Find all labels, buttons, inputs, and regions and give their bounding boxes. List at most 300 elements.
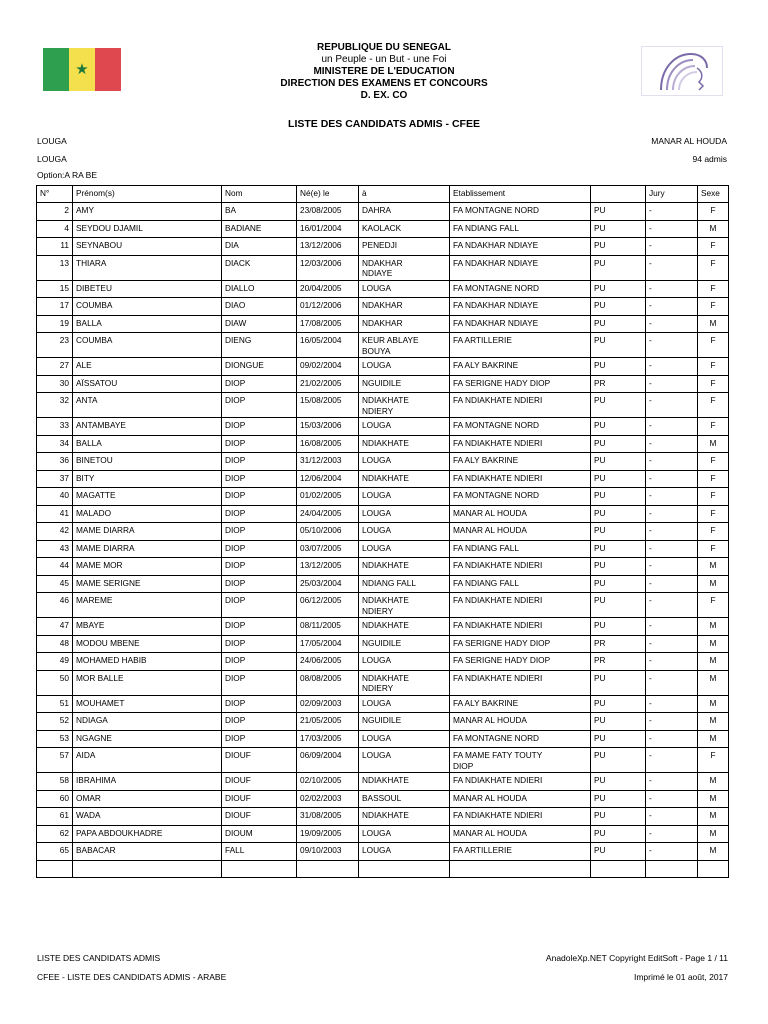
col-header-jury: Jury [646,186,698,203]
meta-region: LOUGA [37,136,67,146]
cell-number: 48 [37,635,73,653]
cell-number: 52 [37,713,73,731]
cell-school: FA NDIAKHATE NDIERI [450,670,591,695]
cell-birthplace: KAOLACK [359,220,450,238]
table-row [37,220,729,238]
cell-jury: - [646,470,698,488]
cell-lastname: BADIANE [222,220,297,238]
meta-center: MANAR AL HOUDA [651,136,727,146]
cell-number: 27 [37,358,73,376]
cell-jury: - [646,540,698,558]
cell-birthplace: NDAKHAR NDIAYE [359,255,450,280]
cell-number: 46 [37,593,73,618]
cell-lastname: DIAW [222,315,297,333]
cell-birthplace: NDIAKHATE NDIERY [359,593,450,618]
cell-lastname: DIOP [222,540,297,558]
cell-jury [646,860,698,878]
col-header-birthdate: Né(e) le [297,186,359,203]
cell-sex: M [698,843,729,861]
cell-lastname: DIOP [222,418,297,436]
cell-jury: - [646,315,698,333]
cell-status: PR [591,375,646,393]
cell-lastname: DIOP [222,505,297,523]
cell-birthdate: 24/04/2005 [297,505,359,523]
cell-birthplace: LOUGA [359,488,450,506]
cell-number: 44 [37,558,73,576]
cell-birthplace: NDIANG FALL [359,575,450,593]
cell-jury: - [646,393,698,418]
header-acronym: D. EX. CO [360,90,408,101]
table-row [37,393,729,418]
cell-school: FA ARTILLERIE [450,333,591,358]
cell-status: PU [591,748,646,773]
cell-number: 2 [37,203,73,221]
cell-status: PU [591,713,646,731]
cell-jury: - [646,280,698,298]
cell-number: 47 [37,618,73,636]
cell-firstname: PAPA ABDOUKHADRE [73,825,222,843]
cell-number: 53 [37,730,73,748]
cell-jury: - [646,488,698,506]
cell-school: FA ALY BAKRINE [450,358,591,376]
cell-status: PU [591,730,646,748]
cell-jury: - [646,523,698,541]
cell-school: FA NDIAKHATE NDIERI [450,593,591,618]
col-header-firstname: Prénom(s) [73,186,222,203]
cell-lastname: DIAO [222,298,297,316]
table-row [37,825,729,843]
cell-sex: M [698,773,729,791]
cell-sex: F [698,453,729,471]
cell-school: FA NDIAKHATE NDIERI [450,470,591,488]
cell-birthplace: LOUGA [359,730,450,748]
cell-firstname: MODOU MBENE [73,635,222,653]
cell-firstname: SEYDOU DJAMIL [73,220,222,238]
table-row [37,653,729,671]
cell-birthdate: 06/09/2004 [297,748,359,773]
cell-jury: - [646,713,698,731]
cell-birthplace: LOUGA [359,653,450,671]
cell-firstname: MAME MOR [73,558,222,576]
cell-firstname: BALLA [73,315,222,333]
cell-birthplace: LOUGA [359,695,450,713]
cell-jury: - [646,790,698,808]
cell-status [591,860,646,878]
cell-jury: - [646,748,698,773]
cell-school: FA MONTAGNE NORD [450,730,591,748]
cell-birthplace [359,860,450,878]
cell-sex: M [698,635,729,653]
header-ministry: MINISTERE DE L'EDUCATION [313,66,455,77]
cell-number: 11 [37,238,73,256]
cell-school: FA NDIANG FALL [450,575,591,593]
cell-sex: F [698,298,729,316]
cell-birthdate: 16/08/2005 [297,435,359,453]
cell-birthdate: 17/03/2005 [297,730,359,748]
cell-birthdate: 31/12/2003 [297,453,359,471]
cell-lastname: FALL [222,843,297,861]
cell-status: PU [591,358,646,376]
table-row [37,358,729,376]
cell-birthdate: 05/10/2006 [297,523,359,541]
cell-birthplace: LOUGA [359,523,450,541]
cell-jury: - [646,453,698,471]
table-row [37,635,729,653]
cell-status: PU [591,333,646,358]
cell-birthplace: NDIAKHATE [359,470,450,488]
col-header-status [591,186,646,203]
cell-birthdate [297,860,359,878]
cell-firstname: MBAYE [73,618,222,636]
table-row [37,453,729,471]
cell-birthplace: NDIAKHATE [359,558,450,576]
cell-school: FA MONTAGNE NORD [450,280,591,298]
cell-status: PU [591,695,646,713]
cell-school [450,860,591,878]
cell-number: 30 [37,375,73,393]
footer-list-label: LISTE DES CANDIDATS ADMIS [37,953,161,963]
cell-lastname: DIOP [222,393,297,418]
cell-birthdate: 21/02/2005 [297,375,359,393]
cell-birthplace: BASSOUL [359,790,450,808]
cell-birthdate: 16/05/2004 [297,333,359,358]
cell-jury: - [646,635,698,653]
table-row [37,670,729,695]
cell-lastname: DIONGUE [222,358,297,376]
cell-jury: - [646,558,698,576]
cell-firstname: AIDA [73,748,222,773]
footer-exam-label: CFEE - LISTE DES CANDIDATS ADMIS - ARABE [37,972,227,982]
cell-school: MANAR AL HOUDA [450,790,591,808]
cell-birthplace: LOUGA [359,453,450,471]
cell-status: PU [591,393,646,418]
cell-number [37,860,73,878]
col-header-birthplace: à [359,186,450,203]
cell-status: PU [591,220,646,238]
table-row [37,558,729,576]
table-row [37,713,729,731]
cell-school: FA NDIAKHATE NDIERI [450,435,591,453]
cell-status: PU [591,453,646,471]
table-row [37,488,729,506]
cell-birthdate: 02/10/2005 [297,773,359,791]
cell-birthdate: 15/08/2005 [297,393,359,418]
cell-sex: F [698,203,729,221]
cell-lastname: DIOUF [222,773,297,791]
cell-birthplace: LOUGA [359,540,450,558]
meta-admitted-count: 94 admis [692,154,727,164]
cell-firstname: BABACAR [73,843,222,861]
cell-status: PU [591,523,646,541]
cell-school: FA MONTAGNE NORD [450,203,591,221]
cell-status: PR [591,635,646,653]
table-row [37,255,729,280]
table-row [37,505,729,523]
cell-school: FA NDIANG FALL [450,220,591,238]
cell-sex: F [698,238,729,256]
cell-firstname: BINETOU [73,453,222,471]
table-row [37,375,729,393]
cell-status: PU [591,280,646,298]
table-row [37,315,729,333]
cell-birthplace: NDAKHAR [359,298,450,316]
cell-firstname: WADA [73,808,222,826]
cell-sex: M [698,695,729,713]
cell-birthdate: 12/06/2004 [297,470,359,488]
cell-lastname: DIACK [222,255,297,280]
cell-firstname: NDIAGA [73,713,222,731]
table-row [37,298,729,316]
table-row [37,575,729,593]
cell-firstname: COUMBA [73,298,222,316]
cell-number: 62 [37,825,73,843]
cell-lastname: DIOP [222,558,297,576]
cell-school: FA ALY BAKRINE [450,453,591,471]
cell-birthdate: 31/08/2005 [297,808,359,826]
cell-firstname: BITY [73,470,222,488]
cell-school: MANAR AL HOUDA [450,505,591,523]
cell-number: 15 [37,280,73,298]
cell-birthdate: 17/05/2004 [297,635,359,653]
cell-birthdate: 15/03/2006 [297,418,359,436]
cell-jury: - [646,773,698,791]
cell-lastname: DIOP [222,523,297,541]
cell-school: FA NDIAKHATE NDIERI [450,773,591,791]
cell-status: PU [591,670,646,695]
cell-sex: F [698,255,729,280]
cell-firstname: MAREME [73,593,222,618]
table-row [37,435,729,453]
table-row [37,748,729,773]
cell-lastname: DIOUM [222,825,297,843]
cell-sex: M [698,808,729,826]
cell-school: FA MONTAGNE NORD [450,418,591,436]
cell-status: PU [591,488,646,506]
cell-school: FA NDAKHAR NDIAYE [450,255,591,280]
cell-lastname: DIOP [222,730,297,748]
cell-lastname: DIOP [222,635,297,653]
cell-school: FA ALY BAKRINE [450,695,591,713]
cell-lastname: DIOP [222,593,297,618]
cell-sex: F [698,748,729,773]
cell-jury: - [646,618,698,636]
cell-school: FA NDAKHAR NDIAYE [450,238,591,256]
cell-firstname: BALLA [73,435,222,453]
cell-status: PU [591,505,646,523]
table-row [37,523,729,541]
cell-status: PU [591,593,646,618]
page-title: LISTE DES CANDIDATS ADMIS - CFEE [288,118,480,130]
cell-sex: M [698,670,729,695]
col-header-sex: Sexe [698,186,729,203]
cell-sex: M [698,730,729,748]
table-row [37,280,729,298]
cell-sex: F [698,470,729,488]
table-row [37,860,729,878]
cell-birthdate: 25/03/2004 [297,575,359,593]
cell-birthdate: 02/09/2003 [297,695,359,713]
cell-birthplace: NDIAKHATE NDIERY [359,670,450,695]
table-row [37,333,729,358]
cell-sex: F [698,358,729,376]
cell-number: 45 [37,575,73,593]
table-row [37,618,729,636]
cell-sex: M [698,825,729,843]
cell-lastname: DIOP [222,453,297,471]
cell-school: FA NDIAKHATE NDIERI [450,393,591,418]
cell-number: 58 [37,773,73,791]
cell-jury: - [646,220,698,238]
cell-birthplace: NDIAKHATE [359,808,450,826]
cell-number: 4 [37,220,73,238]
cell-sex: M [698,618,729,636]
cell-firstname: MOHAMED HABIB [73,653,222,671]
cell-number: 37 [37,470,73,488]
cell-firstname: IBRAHIMA [73,773,222,791]
cell-birthplace: LOUGA [359,358,450,376]
cell-firstname: AÏSSATOU [73,375,222,393]
cell-birthplace: NGUIDILE [359,375,450,393]
cell-status: PU [591,540,646,558]
cell-jury: - [646,298,698,316]
cell-status: PU [591,315,646,333]
cell-birthplace: PENEDJI [359,238,450,256]
cell-birthdate: 08/11/2005 [297,618,359,636]
cell-school: FA ARTILLERIE [450,843,591,861]
cell-status: PU [591,790,646,808]
cell-firstname: MAME SERIGNE [73,575,222,593]
cell-birthdate: 24/06/2005 [297,653,359,671]
cell-lastname: DIENG [222,333,297,358]
cell-sex: F [698,488,729,506]
table-row [37,730,729,748]
cell-firstname: MAGATTE [73,488,222,506]
cell-number: 40 [37,488,73,506]
footer-print-date: Imprimé le 01 août, 2017 [633,972,728,982]
cell-jury: - [646,730,698,748]
cell-birthplace: LOUGA [359,748,450,773]
cell-firstname: THIARA [73,255,222,280]
col-header-lastname: Nom [222,186,297,203]
cell-sex: F [698,393,729,418]
cell-birthdate: 09/02/2004 [297,358,359,376]
cell-birthdate: 13/12/2005 [297,558,359,576]
cell-school: FA NDIAKHATE NDIERI [450,558,591,576]
meta-department: LOUGA [37,154,67,164]
cell-school: FA SERIGNE HADY DIOP [450,653,591,671]
cell-birthdate: 03/07/2005 [297,540,359,558]
cell-school: MANAR AL HOUDA [450,523,591,541]
cell-sex [698,860,729,878]
cell-number: 51 [37,695,73,713]
cell-status: PU [591,825,646,843]
cell-sex: F [698,375,729,393]
cell-sex: F [698,523,729,541]
cell-sex: M [698,790,729,808]
cell-school: FA MAME FATY TOUTY DIOP [450,748,591,773]
header-direction: DIRECTION DES EXAMENS ET CONCOURS [280,78,488,89]
cell-birthdate: 13/12/2006 [297,238,359,256]
table-row [37,238,729,256]
cell-number: 13 [37,255,73,280]
cell-status: PU [591,238,646,256]
cell-firstname: COUMBA [73,333,222,358]
cell-birthdate: 16/01/2004 [297,220,359,238]
cell-birthplace: KEUR ABLAYE BOUYA [359,333,450,358]
cell-number: 19 [37,315,73,333]
cell-number: 65 [37,843,73,861]
cell-jury: - [646,375,698,393]
cell-jury: - [646,593,698,618]
cell-school: FA NDAKHAR NDIAYE [450,298,591,316]
cell-lastname: DIOP [222,470,297,488]
cell-birthdate: 01/12/2006 [297,298,359,316]
cell-birthplace: NDIAKHATE [359,435,450,453]
cell-status: PU [591,575,646,593]
table-row [37,540,729,558]
cell-school: MANAR AL HOUDA [450,825,591,843]
table-row [37,418,729,436]
cell-number: 60 [37,790,73,808]
table-row [37,203,729,221]
table-row [37,843,729,861]
cell-lastname: DIALLO [222,280,297,298]
cell-number: 36 [37,453,73,471]
col-header-number: N° [37,186,73,203]
cell-school: FA NDIAKHATE NDIERI [450,618,591,636]
cell-birthplace: LOUGA [359,843,450,861]
cell-birthplace: NGUIDILE [359,713,450,731]
header-motto: un Peuple - un But - une Foi [321,54,447,65]
table-row [37,790,729,808]
cell-lastname: DIOP [222,375,297,393]
cell-sex: M [698,435,729,453]
cell-firstname: DIBETEU [73,280,222,298]
cell-birthdate: 20/04/2005 [297,280,359,298]
cell-birthdate: 21/05/2005 [297,713,359,731]
cell-school: FA NDIANG FALL [450,540,591,558]
cell-birthdate: 08/08/2005 [297,670,359,695]
cell-lastname: DIOUF [222,748,297,773]
cell-birthplace: DAHRA [359,203,450,221]
cell-firstname: MAME DIARRA [73,523,222,541]
cell-birthdate: 02/02/2003 [297,790,359,808]
cell-sex: F [698,540,729,558]
cell-number: 33 [37,418,73,436]
cell-firstname: MAME DIARRA [73,540,222,558]
cell-birthplace: LOUGA [359,418,450,436]
cell-number: 61 [37,808,73,826]
cell-firstname: ANTAMBAYE [73,418,222,436]
cell-firstname: ANTA [73,393,222,418]
cell-sex: F [698,280,729,298]
cell-birthplace: NGUIDILE [359,635,450,653]
cell-firstname [73,860,222,878]
table-row [37,808,729,826]
cell-jury: - [646,358,698,376]
cell-lastname: DIOP [222,713,297,731]
cell-school: FA NDAKHAR NDIAYE [450,315,591,333]
cell-lastname: DIOP [222,488,297,506]
cell-firstname: MOUHAMET [73,695,222,713]
cell-number: 49 [37,653,73,671]
cell-status: PU [591,255,646,280]
cell-birthplace: NDIAKHATE NDIERY [359,393,450,418]
cell-status: PU [591,618,646,636]
cell-status: PR [591,653,646,671]
cell-sex: F [698,418,729,436]
cell-sex: M [698,575,729,593]
